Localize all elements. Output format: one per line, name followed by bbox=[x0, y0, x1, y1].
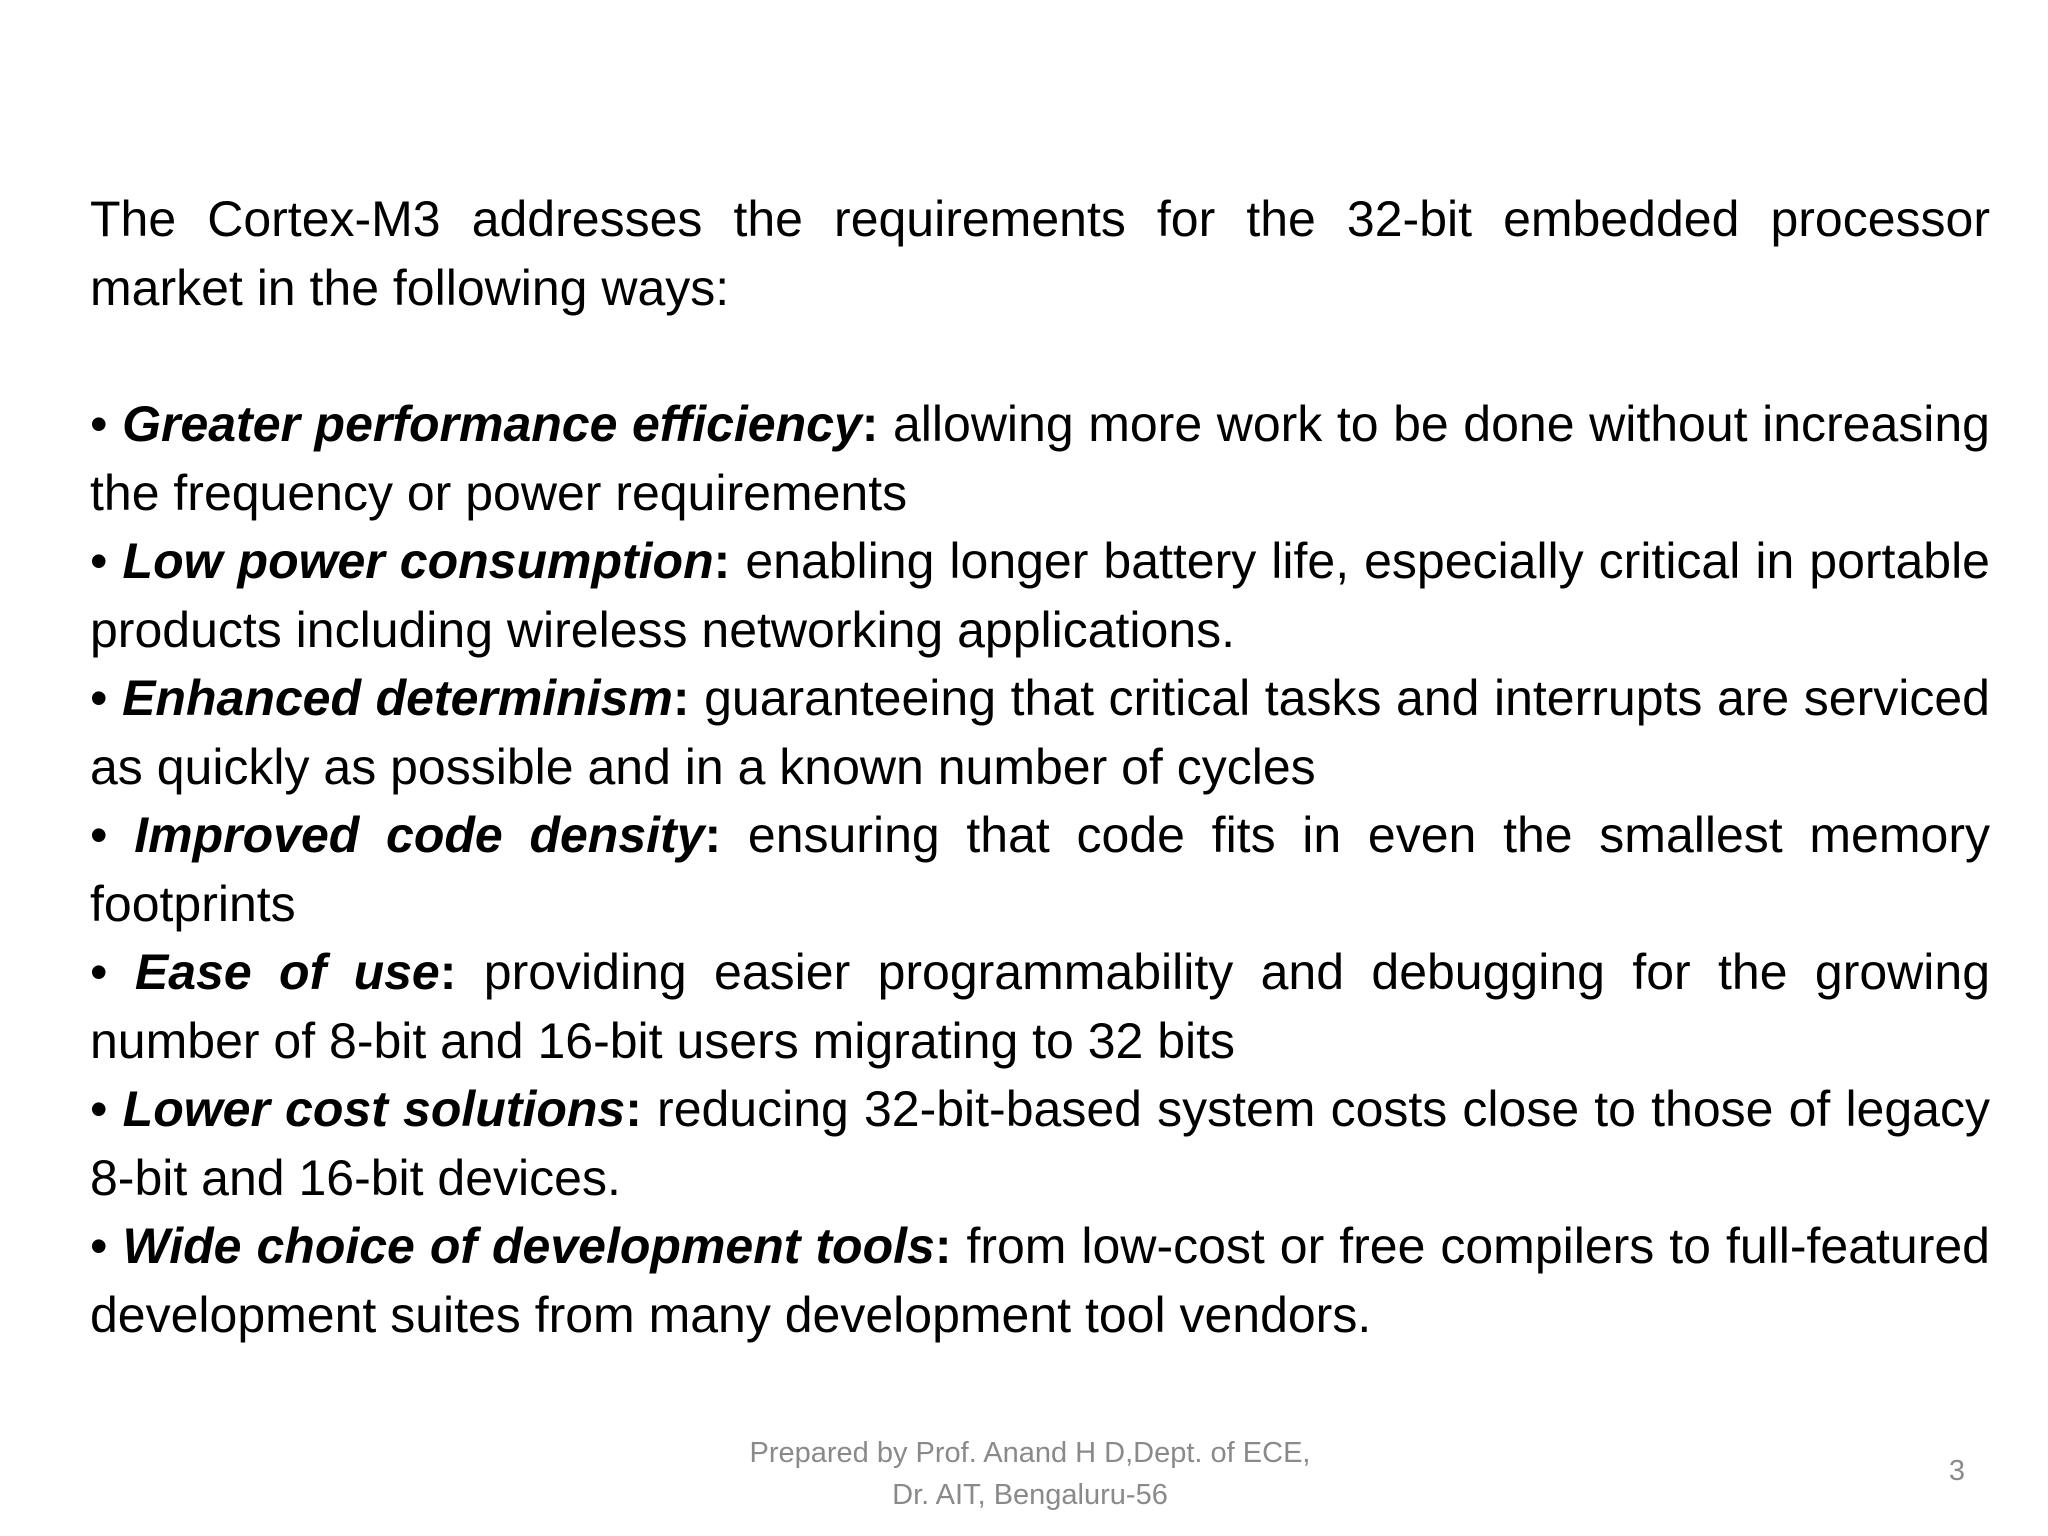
bullet-text: enabling longer battery life, especially critical in portable products including wireless networking applications. bbox=[90, 533, 1990, 658]
bullet-item-dev-tools bbox=[90, 1212, 1990, 1349]
bullet-term: Improved code density bbox=[134, 807, 705, 863]
bullet-term: Wide choice of development tools bbox=[122, 1218, 935, 1274]
bullet-term: Enhanced determinism bbox=[122, 670, 673, 726]
bullet-colon: : bbox=[672, 670, 690, 726]
bullet-marker: • bbox=[90, 670, 108, 726]
bullet-marker: • bbox=[90, 944, 108, 1000]
bullet-marker: • bbox=[90, 1218, 108, 1274]
page-number: 3 bbox=[1948, 1455, 1965, 1487]
footer-author-line: Prepared by Prof. Anand H D,Dept. of ECE, bbox=[749, 1437, 1311, 1469]
bullet-marker: • bbox=[90, 533, 108, 589]
bullet-marker: • bbox=[90, 807, 108, 863]
bullet-term: Ease of use bbox=[134, 944, 440, 1000]
bullet-text: from low-cost or free compilers to full-featured development suites from many development tool vendors. bbox=[90, 1218, 1990, 1343]
bullet-text: providing easier programmability and debugging for the growing number of 8-bit and 16-bit users migrating to 32 bits bbox=[90, 944, 1990, 1069]
bullet-colon: : bbox=[625, 1081, 642, 1137]
bullet-item-code-density bbox=[90, 801, 1990, 938]
intro-paragraph: The Cortex-M3 addresses the requirements for the 32-bit embedded processor market in the following ways: bbox=[90, 191, 1990, 316]
bullet-colon: : bbox=[439, 944, 457, 1000]
bullet-colon: : bbox=[934, 1218, 952, 1274]
bullet-text: allowing more work to be done without increasing the frequency or power requirements bbox=[90, 396, 1990, 521]
bullet-item-determinism bbox=[90, 664, 1990, 801]
bullet-marker: • bbox=[90, 396, 108, 452]
bullet-colon: : bbox=[704, 807, 722, 863]
slide-body bbox=[90, 185, 1990, 1349]
bullet-marker: • bbox=[90, 1081, 108, 1137]
bullet-term: Lower cost solutions bbox=[122, 1081, 626, 1137]
bullet-term: Greater performance efficiency bbox=[122, 396, 862, 452]
slide-footer bbox=[620, 1432, 1440, 1516]
bullet-item-ease-of-use bbox=[90, 938, 1990, 1075]
bullet-item-performance bbox=[90, 390, 1990, 527]
bullet-item-lower-cost bbox=[90, 1075, 1990, 1212]
bullet-term: Low power consumption bbox=[122, 533, 714, 589]
footer-institution-line: Dr. AIT, Bengaluru-56 bbox=[892, 1479, 1168, 1511]
bullet-text: guaranteeing that critical tasks and interrupts are serviced as quickly as possible and in a known number of cycles bbox=[90, 670, 1990, 795]
bullet-colon: : bbox=[713, 533, 731, 589]
bullet-item-low-power bbox=[90, 527, 1990, 664]
bullet-text: ensuring that code fits in even the smallest memory footprints bbox=[90, 807, 1990, 932]
bullet-colon: : bbox=[861, 396, 879, 452]
bullet-text: reducing 32-bit-based system costs close to those of legacy 8-bit and 16-bit devices. bbox=[90, 1081, 1990, 1206]
